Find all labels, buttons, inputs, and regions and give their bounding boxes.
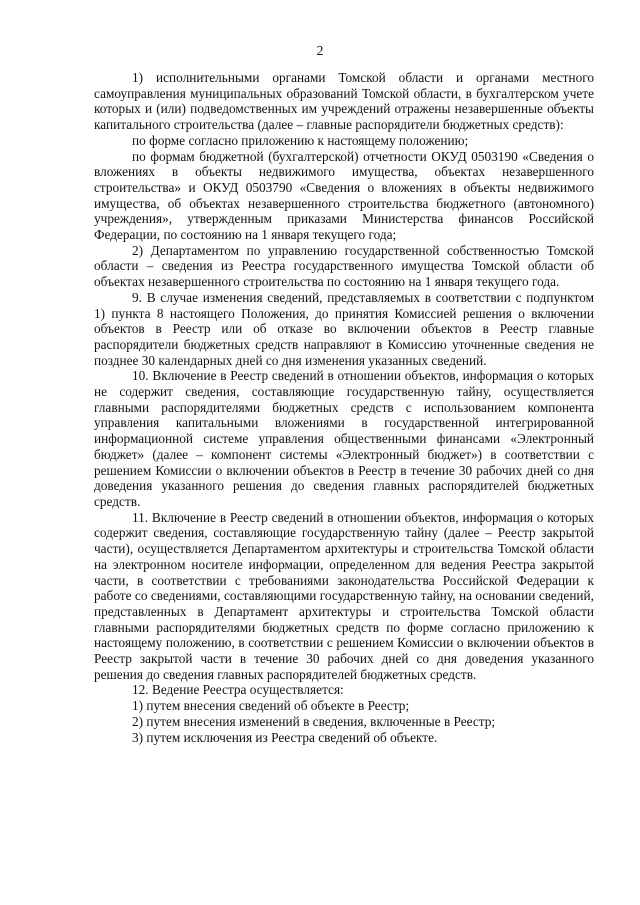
paragraph-12: 12. Ведение Реестра осуществляется: <box>132 682 344 698</box>
page-number: 2 <box>316 43 324 58</box>
paragraph-form-appendix: по форме согласно приложению к настоящему положению; <box>132 132 469 148</box>
paragraph-9: 9. В случае изменения сведений, представляемых в соответствии с подпунктом 1) пункта 8 настоящего Положения, до принятия Комиссией решения о включении объектов в Реестр или об отказе во включении объектов в Реестр главные распорядители бюджетных средств направляют в Комиссию уточненные сведения не позднее 30 календарных дней со дня изменения указанных сведений. <box>94 289 594 368</box>
paragraph-12-item-1: 1) путем внесения сведений об объекте в Реестр; <box>132 698 410 714</box>
paragraph-11: 11. Включение в Реестр сведений в отношении объектов, информация о которых содержит сведения, составляющие государственную тайну (далее – Реестр закрытой части), осуществляется Департаментом архитектуры и строительства Томской области на электронном носителе информации, определенном для ведения Реестра закрытой части, в соответствии с требованиями законодательства Российской Федерации к работе со сведениями, составляющими государственную тайну, на основании сведений, представленных в Департамент архитектуры и строительства Томской области главными распорядителями бюджетных средств по форме согласно приложению к настоящему положению, в соответствии с решением Комиссии о включении объектов в Реестр закрытой части в течение 30 рабочих дней со дня доведения указанного решения до сведения главных распорядителей бюджетных средств. <box>94 509 594 682</box>
paragraph-8-2-property-department: 2) Департаментом по управлению государственной собственностью Томской области – сведения из Реестра государственного имущества Томской области об объектах незавершенного строительства по состоянию на 1 января текущего года. <box>94 242 594 290</box>
document-body <box>94 70 594 745</box>
paragraph-okud-forms: по формам бюджетной (бухгалтерской) отчетности ОКУД 0503190 «Сведения о вложениях в объекты недвижимого имущества, объектах незавершенного строительства» и ОКУД 0503790 «Сведения о вложениях в объекты недвижимого имущества, об объектах незавершенного строительства бюджетного (автономного) учреждения», утвержденным приказами Министерства финансов Российской Федерации, по состоянию на 1 января текущего года; <box>94 148 594 243</box>
paragraph-12-item-2: 2) путем внесения изменений в сведения, включенные в Реестр; <box>132 713 496 729</box>
paragraph-10: 10. Включение в Реестр сведений в отношении объектов, информация о которых не содержит сведения, составляющие государственную тайну, осуществляется главными распорядителями бюджетных средств с использованием компонента управления капитальными вложениями в государственной интегрированной информационной системе управления общественными финансами «Электронный бюджет» (далее – компонент системы «Электронный бюджет») в соответствии с решением Комиссии о включении объектов в Реестр в течение 30 рабочих дней со дня доведения указанного решения до сведения главных распорядителей бюджетных средств. <box>94 368 594 509</box>
paragraph-12-item-3: 3) путем исключения из Реестра сведений об объекте. <box>132 729 438 745</box>
paragraph-8-1-executive-bodies: 1) исполнительными органами Томской области и органами местного самоуправления муниципальных образований Томской области, в бухгалтерском учете которых и (или) подведомственных им учреждений отражены незавершенные объекты капитального строительства (далее – главные распорядители бюджетных средств): <box>94 70 594 133</box>
